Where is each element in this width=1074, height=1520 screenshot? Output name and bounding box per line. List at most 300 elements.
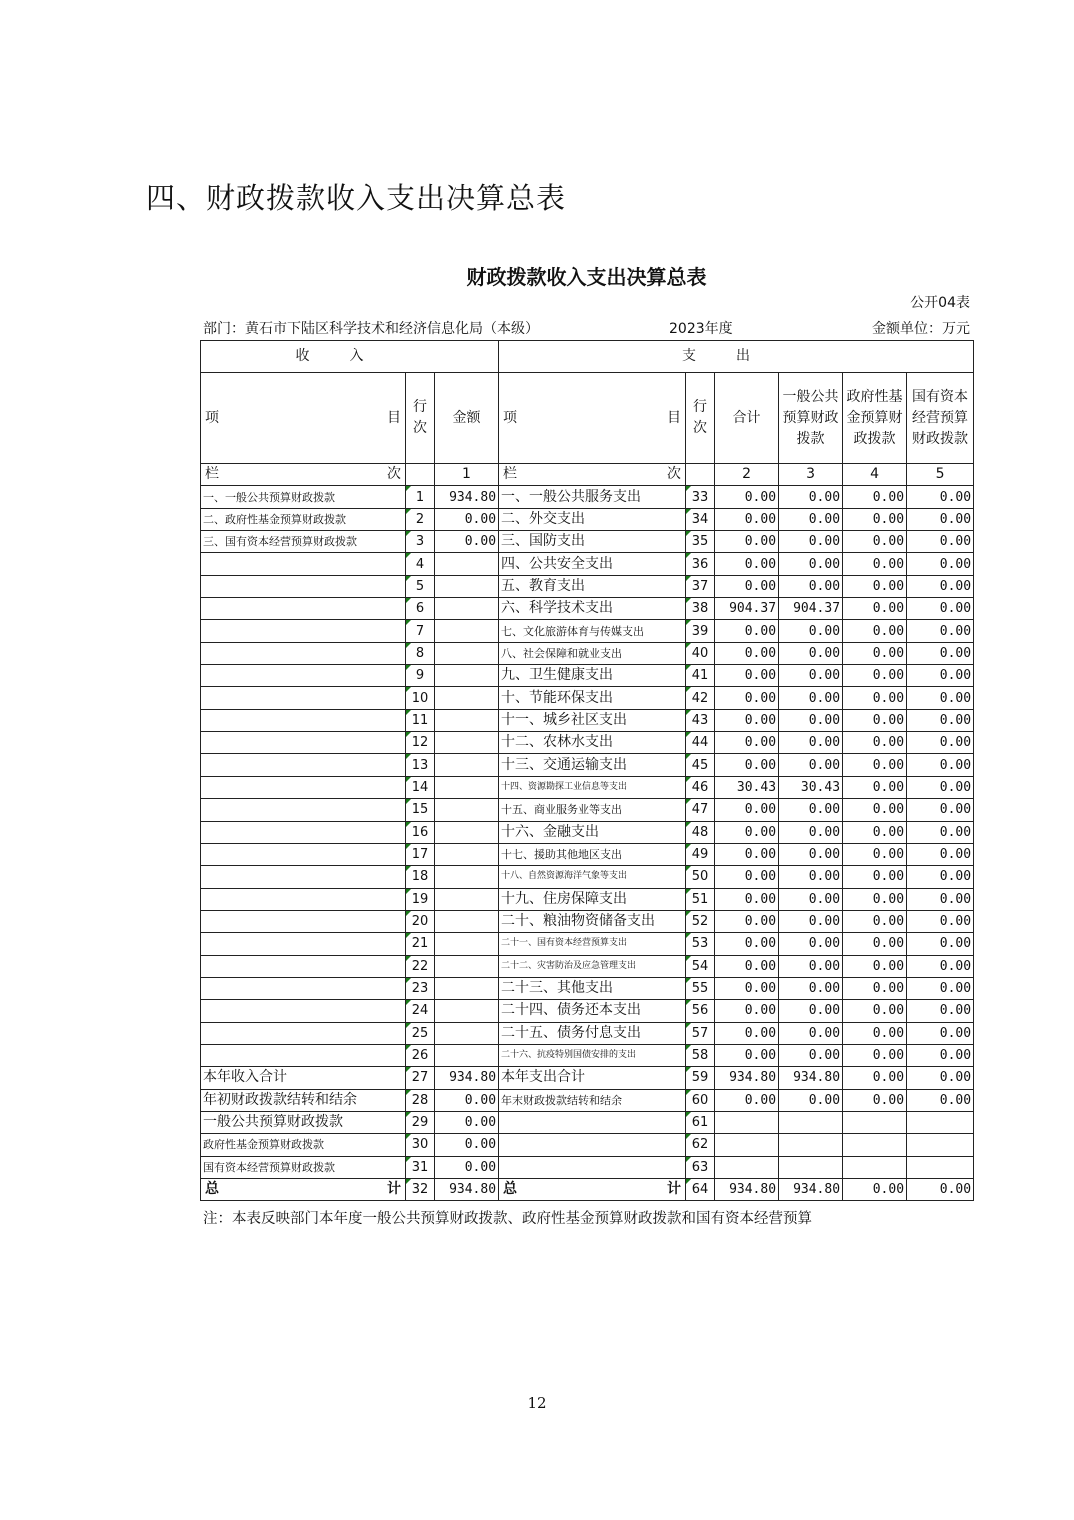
state-cell: 0.00: [907, 642, 974, 664]
general-cell: 0.00: [779, 1022, 843, 1044]
expense-line-cell: 33: [686, 486, 715, 508]
state-cell: 0.00: [907, 955, 974, 977]
income-amount-cell: [435, 553, 499, 575]
income-amount-cell: 934.80: [435, 486, 499, 508]
total-cell: 0.00: [715, 843, 779, 865]
table-row: [201, 486, 974, 508]
expense-item-cell: 十九、住房保障支出: [499, 888, 686, 910]
col-empty: [686, 464, 715, 486]
fund-cell: 0.00: [843, 843, 907, 865]
total-cell: 30.43: [715, 776, 779, 798]
income-amount-cell: [435, 1044, 499, 1066]
expense-item-cell: 二十、粮油物资储备支出: [499, 910, 686, 932]
expense-line-cell: 62: [686, 1134, 715, 1156]
income-amount-cell: [435, 687, 499, 709]
item-left: 项: [205, 409, 219, 426]
income-line-cell: 5: [406, 575, 435, 597]
col-number-3: 3: [779, 464, 843, 486]
expense-item-cell: 十四、资源勘探工业信息等支出: [499, 776, 686, 798]
fund-cell: 0.00: [843, 1089, 907, 1111]
income-item-cell: 政府性基金预算财政拨款: [201, 1134, 406, 1156]
fund-cell: 0.00: [843, 866, 907, 888]
fund-cell: 0.00: [843, 799, 907, 821]
total-cell: 0.00: [715, 732, 779, 754]
band-row: [201, 341, 974, 373]
income-line-header: 行次: [406, 373, 435, 464]
grand-total-total: 934.80: [715, 1179, 779, 1201]
expense-line-header: 行次: [686, 373, 715, 464]
state-cell: 0.00: [907, 888, 974, 910]
income-item-cell: [201, 553, 406, 575]
income-line-cell: 15: [406, 799, 435, 821]
expense-line-cell: 52: [686, 910, 715, 932]
income-line-cell: 19: [406, 888, 435, 910]
total-right: 计: [667, 1181, 682, 1198]
general-cell: 0.00: [779, 642, 843, 664]
income-line-cell: 17: [406, 843, 435, 865]
total-cell: 0.00: [715, 665, 779, 687]
table-row: [201, 553, 974, 575]
income-amount-cell: [435, 575, 499, 597]
fund-cell: 0.00: [843, 709, 907, 731]
total-cell: 0.00: [715, 1022, 779, 1044]
state-cell: 0.00: [907, 687, 974, 709]
income-line-cell: 31: [406, 1156, 435, 1178]
income-amount-cell: [435, 799, 499, 821]
general-cell: 0.00: [779, 486, 843, 508]
total-cell: 0.00: [715, 709, 779, 731]
total-cell: 0.00: [715, 977, 779, 999]
income-item-cell: [201, 1022, 406, 1044]
table-row: [201, 1000, 974, 1022]
income-line-cell: 9: [406, 665, 435, 687]
fund-header: 政府性基金预算财政拨款: [843, 373, 907, 464]
table-row: [201, 843, 974, 865]
grand-total-state: 0.00: [907, 1179, 974, 1201]
general-cell: 0.00: [779, 709, 843, 731]
total-cell: 934.80: [715, 1067, 779, 1089]
section-heading: 四、财政拨款收入支出决算总表: [146, 181, 567, 215]
general-cell: 0.00: [779, 933, 843, 955]
income-line-cell: 11: [406, 709, 435, 731]
total-cell: 0.00: [715, 1000, 779, 1022]
total-cell: 0.00: [715, 620, 779, 642]
income-line-cell: 8: [406, 642, 435, 664]
expense-item-cell: 十五、商业服务业等支出: [499, 799, 686, 821]
total-cell: 0.00: [715, 1044, 779, 1066]
state-cell: [907, 1134, 974, 1156]
expense-line-cell: 34: [686, 508, 715, 530]
state-cell: 0.00: [907, 709, 974, 731]
expense-item-cell: 二十六、抗疫特别国债安排的支出: [499, 1044, 686, 1066]
income-amount-cell: 0.00: [435, 1134, 499, 1156]
fund-cell: 0.00: [843, 1067, 907, 1089]
income-line-cell: 10: [406, 687, 435, 709]
income-amount-cell: 0.00: [435, 508, 499, 530]
income-item-cell: [201, 977, 406, 999]
general-cell: 0.00: [779, 553, 843, 575]
ci-label: 次: [387, 466, 401, 483]
fund-cell: 0.00: [843, 553, 907, 575]
income-item-cell: [201, 799, 406, 821]
income-line-cell: 2: [406, 508, 435, 530]
state-cell: 0.00: [907, 821, 974, 843]
income-amount-cell: [435, 754, 499, 776]
expense-line-cell: 59: [686, 1067, 715, 1089]
state-cell: 0.00: [907, 508, 974, 530]
grand-total-income-line: 32: [406, 1179, 435, 1201]
income-amount-cell: [435, 866, 499, 888]
income-item-cell: 年初财政拨款结转和结余: [201, 1089, 406, 1111]
grand-total-general: 934.80: [779, 1179, 843, 1201]
expense-item-cell: 十八、自然资源海洋气象等支出: [499, 866, 686, 888]
income-amount-cell: [435, 933, 499, 955]
expense-line-cell: 40: [686, 642, 715, 664]
general-cell: 0.00: [779, 977, 843, 999]
state-cell: 0.00: [907, 799, 974, 821]
fund-cell: 0.00: [843, 732, 907, 754]
item-right: 目: [387, 409, 401, 426]
total-cell: 0.00: [715, 955, 779, 977]
state-cell: 0.00: [907, 620, 974, 642]
fund-cell: 0.00: [843, 486, 907, 508]
income-item-cell: [201, 776, 406, 798]
total-right: 计: [387, 1181, 401, 1198]
total-left: 总: [205, 1181, 219, 1198]
general-cell: [779, 1111, 843, 1133]
income-line-cell: 1: [406, 486, 435, 508]
finance-table: [200, 340, 974, 1201]
fund-cell: 0.00: [843, 910, 907, 932]
income-amount-cell: [435, 888, 499, 910]
income-item-cell: [201, 665, 406, 687]
expense-line-cell: 61: [686, 1111, 715, 1133]
income-item-cell: [201, 575, 406, 597]
fund-cell: 0.00: [843, 687, 907, 709]
income-amount-cell: 0.00: [435, 1089, 499, 1111]
general-cell: 0.00: [779, 799, 843, 821]
income-amount-cell: 934.80: [435, 1067, 499, 1089]
total-cell: [715, 1134, 779, 1156]
state-cell: 0.00: [907, 910, 974, 932]
fund-cell: 0.00: [843, 620, 907, 642]
general-cell: 0.00: [779, 531, 843, 553]
income-band: 收入: [201, 341, 499, 373]
table-row: [201, 933, 974, 955]
income-item-cell: [201, 1044, 406, 1066]
expense-item-cell: 十、节能环保支出: [499, 687, 686, 709]
fund-cell: 0.00: [843, 933, 907, 955]
table-row: [201, 1156, 974, 1178]
income-amount-cell: [435, 1000, 499, 1022]
total-cell: 0.00: [715, 821, 779, 843]
income-item-header: [201, 373, 406, 464]
state-cell: [907, 1111, 974, 1133]
table-title: 财政拨款收入支出决算总表: [466, 265, 707, 289]
income-item-cell: 二、政府性基金预算财政拨款: [201, 508, 406, 530]
income-line-cell: 24: [406, 1000, 435, 1022]
table-row: [201, 776, 974, 798]
state-cell: 0.00: [907, 866, 974, 888]
table-row: [201, 821, 974, 843]
general-cell: 0.00: [779, 620, 843, 642]
expense-item-cell: 七、文化旅游体育与传媒支出: [499, 620, 686, 642]
table-row: [201, 687, 974, 709]
income-item-cell: [201, 821, 406, 843]
general-cell: 0.00: [779, 910, 843, 932]
expense-line-cell: 42: [686, 687, 715, 709]
table-row: [201, 508, 974, 530]
total-header: 合计: [715, 373, 779, 464]
income-line-cell: 13: [406, 754, 435, 776]
fund-cell: [843, 1111, 907, 1133]
total-cell: 0.00: [715, 754, 779, 776]
income-item-cell: [201, 843, 406, 865]
meta-row: [203, 318, 970, 338]
total-cell: 0.00: [715, 1089, 779, 1111]
expense-item-cell: [499, 1156, 686, 1178]
income-item-cell: 国有资本经营预算财政拨款: [201, 1156, 406, 1178]
fund-cell: 0.00: [843, 754, 907, 776]
expense-line-cell: 57: [686, 1022, 715, 1044]
table-row: [201, 1111, 974, 1133]
income-item-cell: [201, 866, 406, 888]
column-number-row: [201, 464, 974, 486]
income-item-cell: [201, 732, 406, 754]
grand-total-expense-label: [499, 1179, 686, 1201]
table-row: [201, 575, 974, 597]
income-amount-cell: [435, 642, 499, 664]
total-cell: 0.00: [715, 888, 779, 910]
table-row: [201, 1044, 974, 1066]
general-cell: 0.00: [779, 888, 843, 910]
total-cell: 0.00: [715, 508, 779, 530]
table-note: 注：本表反映部门本年度一般公共预算财政拨款、政府性基金预算财政拨款和国有资本经营预算: [203, 1211, 812, 1227]
expense-line-cell: 41: [686, 665, 715, 687]
expense-line-cell: 56: [686, 1000, 715, 1022]
income-amount-header: 金额: [435, 373, 499, 464]
expense-item-cell: 十三、交通运输支出: [499, 754, 686, 776]
income-amount-cell: [435, 776, 499, 798]
fund-cell: 0.00: [843, 977, 907, 999]
expense-line-cell: 37: [686, 575, 715, 597]
income-item-cell: [201, 933, 406, 955]
expense-line-cell: 55: [686, 977, 715, 999]
expense-item-cell: 六、科学技术支出: [499, 598, 686, 620]
item-left: 项: [503, 409, 518, 426]
expense-item-cell: 本年支出合计: [499, 1067, 686, 1089]
total-cell: 0.00: [715, 575, 779, 597]
fund-cell: 0.00: [843, 598, 907, 620]
table-row: [201, 1134, 974, 1156]
expense-line-cell: 38: [686, 598, 715, 620]
expense-line-cell: 44: [686, 732, 715, 754]
unit-label: 金额单位：万元: [872, 321, 970, 337]
table-row: [201, 598, 974, 620]
expense-item-cell: 十一、城乡社区支出: [499, 709, 686, 731]
state-cell: 0.00: [907, 1000, 974, 1022]
income-item-cell: [201, 642, 406, 664]
state-cell: 0.00: [907, 933, 974, 955]
expense-item-cell: 二十四、债务还本支出: [499, 1000, 686, 1022]
col-number-5: 5: [907, 464, 974, 486]
fund-cell: 0.00: [843, 642, 907, 664]
general-cell: [779, 1134, 843, 1156]
general-cell: 0.00: [779, 1089, 843, 1111]
expense-line-cell: 50: [686, 866, 715, 888]
state-cell: 0.00: [907, 665, 974, 687]
table-row: [201, 866, 974, 888]
income-line-cell: 23: [406, 977, 435, 999]
income-line-cell: 3: [406, 531, 435, 553]
income-item-cell: [201, 709, 406, 731]
income-amount-cell: [435, 843, 499, 865]
col-number-2: 2: [715, 464, 779, 486]
income-line-cell: 6: [406, 598, 435, 620]
general-cell: 30.43: [779, 776, 843, 798]
income-line-cell: 29: [406, 1111, 435, 1133]
fund-cell: 0.00: [843, 776, 907, 798]
ci-label: 次: [667, 466, 682, 483]
expense-item-cell: 二十三、其他支出: [499, 977, 686, 999]
income-item-cell: [201, 910, 406, 932]
income-item-cell: [201, 620, 406, 642]
expense-item-cell: 五、教育支出: [499, 575, 686, 597]
total-cell: 0.00: [715, 866, 779, 888]
income-line-cell: 22: [406, 955, 435, 977]
table-row: [201, 754, 974, 776]
table-row: [201, 732, 974, 754]
grand-total-row: [201, 1179, 974, 1201]
col-number-1: 1: [435, 464, 499, 486]
year-label: 2023年度: [669, 321, 733, 337]
table-row: [201, 1067, 974, 1089]
income-line-cell: 20: [406, 910, 435, 932]
general-cell: 0.00: [779, 754, 843, 776]
table-row: [201, 955, 974, 977]
general-cell: 0.00: [779, 843, 843, 865]
total-cell: 0.00: [715, 486, 779, 508]
expense-line-cell: 35: [686, 531, 715, 553]
expense-item-cell: [499, 1134, 686, 1156]
income-line-cell: 14: [406, 776, 435, 798]
total-cell: 0.00: [715, 933, 779, 955]
general-cell: 0.00: [779, 732, 843, 754]
state-header: 国有资本经营预算财政拨款: [907, 373, 974, 464]
fund-cell: 0.00: [843, 821, 907, 843]
expense-item-cell: 二十五、债务付息支出: [499, 1022, 686, 1044]
income-line-cell: 25: [406, 1022, 435, 1044]
expense-item-cell: 九、卫生健康支出: [499, 665, 686, 687]
income-line-cell: 28: [406, 1089, 435, 1111]
state-cell: 0.00: [907, 1089, 974, 1111]
lan-label: 栏: [205, 466, 219, 483]
fund-cell: 0.00: [843, 575, 907, 597]
income-item-cell: 一、一般公共预算财政拨款: [201, 486, 406, 508]
col-number-4: 4: [843, 464, 907, 486]
state-cell: [907, 1156, 974, 1178]
state-cell: 0.00: [907, 776, 974, 798]
fund-cell: 0.00: [843, 955, 907, 977]
total-cell: 0.00: [715, 553, 779, 575]
grand-total-income-label: [201, 1179, 406, 1201]
income-amount-cell: [435, 955, 499, 977]
state-cell: 0.00: [907, 486, 974, 508]
total-cell: 0.00: [715, 799, 779, 821]
table-row: [201, 799, 974, 821]
income-amount-cell: 0.00: [435, 531, 499, 553]
general-cell: 0.00: [779, 508, 843, 530]
income-line-cell: 4: [406, 553, 435, 575]
expense-item-cell: [499, 1111, 686, 1133]
expense-line-cell: 49: [686, 843, 715, 865]
income-line-cell: 16: [406, 821, 435, 843]
state-cell: 0.00: [907, 575, 974, 597]
department-label: 部门：黄石市下陆区科学技术和经济信息化局（本级）: [203, 321, 539, 337]
total-cell: 0.00: [715, 910, 779, 932]
total-cell: 904.37: [715, 598, 779, 620]
expense-line-cell: 51: [686, 888, 715, 910]
general-cell: 934.80: [779, 1067, 843, 1089]
grand-total-income-amount: 934.80: [435, 1179, 499, 1201]
table-row: [201, 665, 974, 687]
income-amount-cell: [435, 732, 499, 754]
general-cell: 0.00: [779, 1044, 843, 1066]
table-row: [201, 977, 974, 999]
header-row: [201, 373, 974, 464]
general-cell: 0.00: [779, 575, 843, 597]
table-row: [201, 642, 974, 664]
expense-item-cell: 一、一般公共服务支出: [499, 486, 686, 508]
expense-item-cell: 二十一、国有资本经营预算支出: [499, 933, 686, 955]
expense-item-header: [499, 373, 686, 464]
income-amount-cell: [435, 598, 499, 620]
expense-item-cell: 十二、农林水支出: [499, 732, 686, 754]
general-header: 一般公共预算财政拨款: [779, 373, 843, 464]
expense-line-cell: 54: [686, 955, 715, 977]
general-cell: 0.00: [779, 955, 843, 977]
state-cell: 0.00: [907, 754, 974, 776]
expense-line-cell: 43: [686, 709, 715, 731]
general-cell: 0.00: [779, 821, 843, 843]
expense-item-cell: 三、国防支出: [499, 531, 686, 553]
state-cell: 0.00: [907, 1067, 974, 1089]
lanci-income: [201, 464, 406, 486]
income-item-cell: 一般公共预算财政拨款: [201, 1111, 406, 1133]
general-cell: [779, 1156, 843, 1178]
expense-line-cell: 47: [686, 799, 715, 821]
expense-item-cell: 年末财政拨款结转和结余: [499, 1089, 686, 1111]
general-cell: 0.00: [779, 687, 843, 709]
total-cell: [715, 1111, 779, 1133]
general-cell: 0.00: [779, 1000, 843, 1022]
lanci-expense: [499, 464, 686, 486]
expense-line-cell: 58: [686, 1044, 715, 1066]
income-amount-cell: 0.00: [435, 1111, 499, 1133]
income-amount-cell: [435, 709, 499, 731]
income-item-cell: [201, 754, 406, 776]
fund-cell: 0.00: [843, 1000, 907, 1022]
general-cell: 0.00: [779, 665, 843, 687]
income-line-cell: 7: [406, 620, 435, 642]
state-cell: 0.00: [907, 977, 974, 999]
table-row: [201, 620, 974, 642]
income-amount-cell: [435, 821, 499, 843]
income-item-cell: [201, 598, 406, 620]
expense-line-cell: 45: [686, 754, 715, 776]
grand-total-fund: 0.00: [843, 1179, 907, 1201]
state-cell: 0.00: [907, 531, 974, 553]
